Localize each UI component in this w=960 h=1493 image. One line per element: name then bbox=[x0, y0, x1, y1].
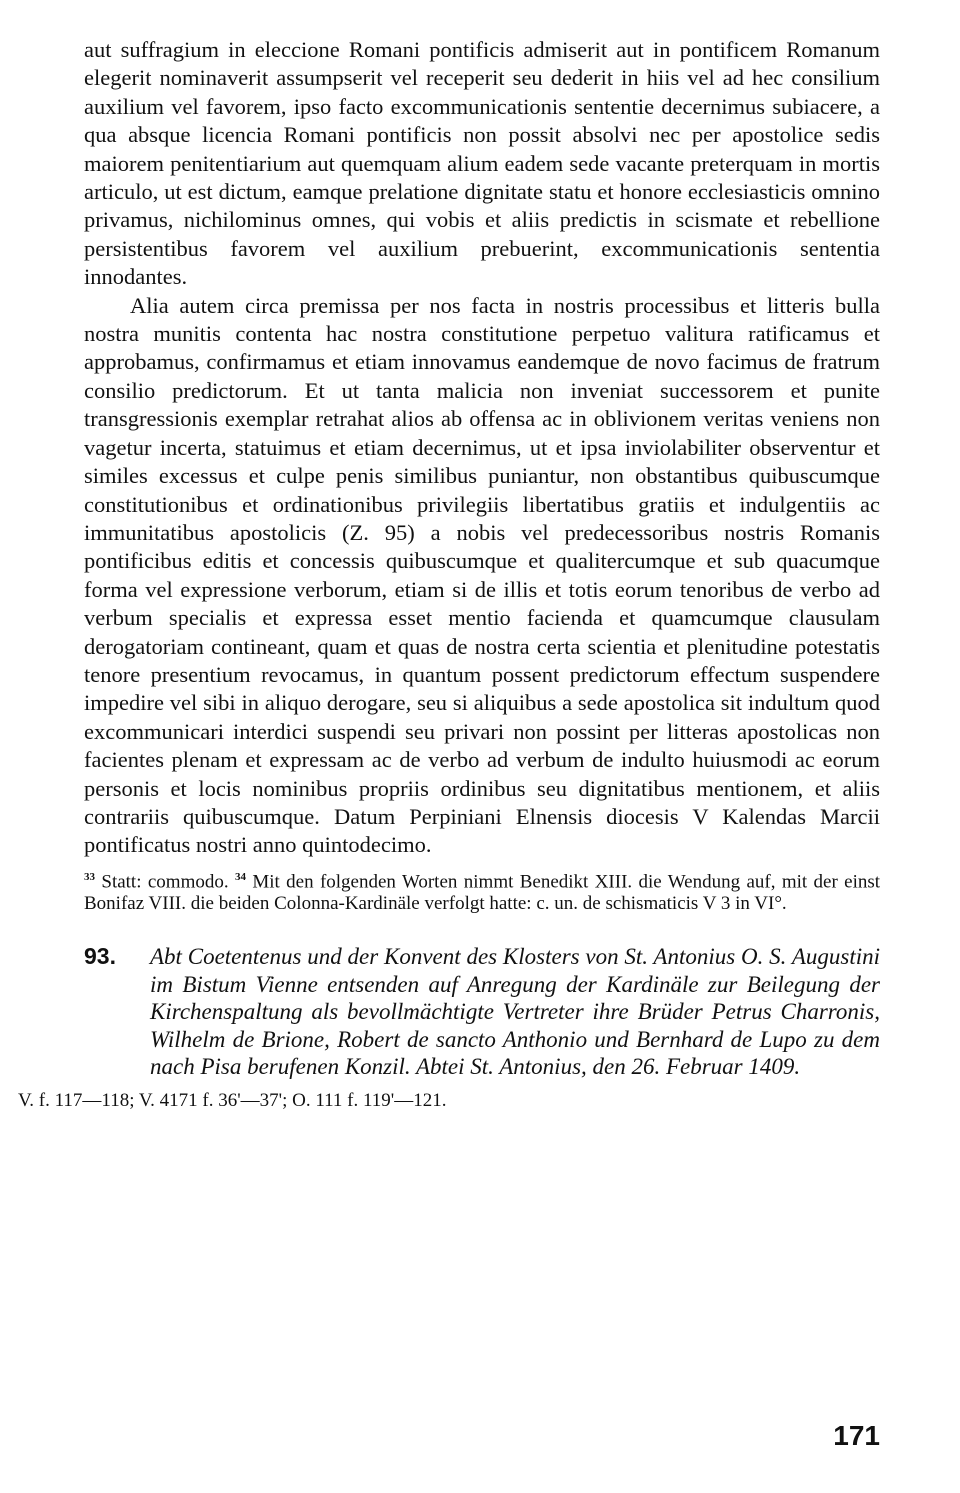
entry-title: Abt Coetentenus und der Konvent des Klosters von St. Antonius O. S. Augustini im Bistum Vienne entsenden auf Anregung der Kardinäle zur Beilegung der Kirchenspaltung als bevollmächtigte Vertreter ihre Brüder Petrus Charronis, Wilhelm de Brione, Robert de sancto Anthonio und Bernhard de Lupo zu dem nach Pisa berufenen Konzil. Abtei St. Antonius, den 26. Februar 1409. bbox=[150, 944, 880, 1080]
entry-number: 93. bbox=[84, 943, 116, 970]
body-paragraph-2: Alia autem circa premissa per nos facta in nostris processibus et litteris bulla nostra munitis contenta hac nostra constitutione perpetuo valitura ratificamus et approbamus, confirmamus et etiam innovamus eandemque de novo facimus de fratrum consilio predictorum. Et ut tanta malicia non inveniat successorem et punite transgressionis exemplar retrahat alios ab offensa ac in oblivionem veritas veniens non vagetur incerta, statuimus et etiam decernimus, ut et ipsa inviolabiliter observentur et similes excessus et culpe penis similibus puniantur, non obstantibus quibuscumque constitutionibus et ordinationibus privilegiis libertatibus gratiis et indulgentiis ac immunitatibus apostolicis (Z. 95) a nobis vel predecessoribus nostris Romanis pontificibus editis et concessis quibuscumque et qualitercumque et sub quacumque forma vel expressione verborum, etiam si de illis et totis eorum tenoribus de verbo ad verbum specialis et expressa esset mentio facienda et quamcumque clausulam derogatoriam contineant, quam et quas de nostra certa scientia et plenitudine potestatis tenore presentium revocamus, in quantum possent predictorum effectum suspendere impedire vel sibi in aliquo derogare, seu si aliquibus a sede apostolica sit indultum quod excommunicari interdici suspendi seu privari non possint per litteras apostolicas non facientes plenam et expressam ac de verbo ad verbum de indulto huiusmodi ac eorum personis et locis nominibus propriis ordinibus seu dignitatibus mentionem, et aliis contrariis quibuscumque. Datum Perpiniani Elnensis diocesis V Kalendas Marcii pontificatus nostri anno quintodecimo. bbox=[84, 292, 880, 858]
entry-sources: V. f. 117—118; V. 4171 f. 36'—37'; O. 111 f. 119'—121. bbox=[18, 1089, 447, 1111]
document-entry bbox=[84, 943, 880, 1081]
footnote-34: Mit den folgenden Worten nimmt Benedikt XIII. die Wendung auf, mit der einst Bonifaz VIII. die beiden Colonna-Kardinäle verfolgt hatte: c. un. de schismaticis V 3 in VI°. bbox=[84, 871, 881, 915]
document-page bbox=[18, 36, 881, 1113]
footnote-mark-33: 33 bbox=[84, 870, 95, 883]
footnotes bbox=[84, 866, 880, 915]
body-paragraph-1: aut suffragium in eleccione Romani pontificis admiserit aut in pontificem Romanum elegerit nominaverit assumpserit vel receperit seu dederit in hiis vel ad hec consilium auxilium vel favorem, ipso facto excommunicationis sententie decernimus subiacere, a qua absque licencia Romani pontificis non possit absolvi nec per apostolice sedis maiorem penitentiarium aut quemquam alium eadem sede vacante preterquam in mortis articulo, ut est dictum, eamque prelatione dignitate statu et honore ecclesiasticis omnino privamus, nichilominus omnes, qui vobis et aliis predictis in scismate et rebellione persistentibus favorem vel auxilium prebuerint, excommunicationis sententia innodantes. bbox=[84, 37, 880, 290]
footnote-mark-34: 34 bbox=[234, 870, 246, 883]
footnote-33: Statt: commodo. bbox=[101, 871, 229, 893]
page-number: 171 bbox=[833, 1420, 880, 1451]
entry-body bbox=[150, 943, 880, 1081]
